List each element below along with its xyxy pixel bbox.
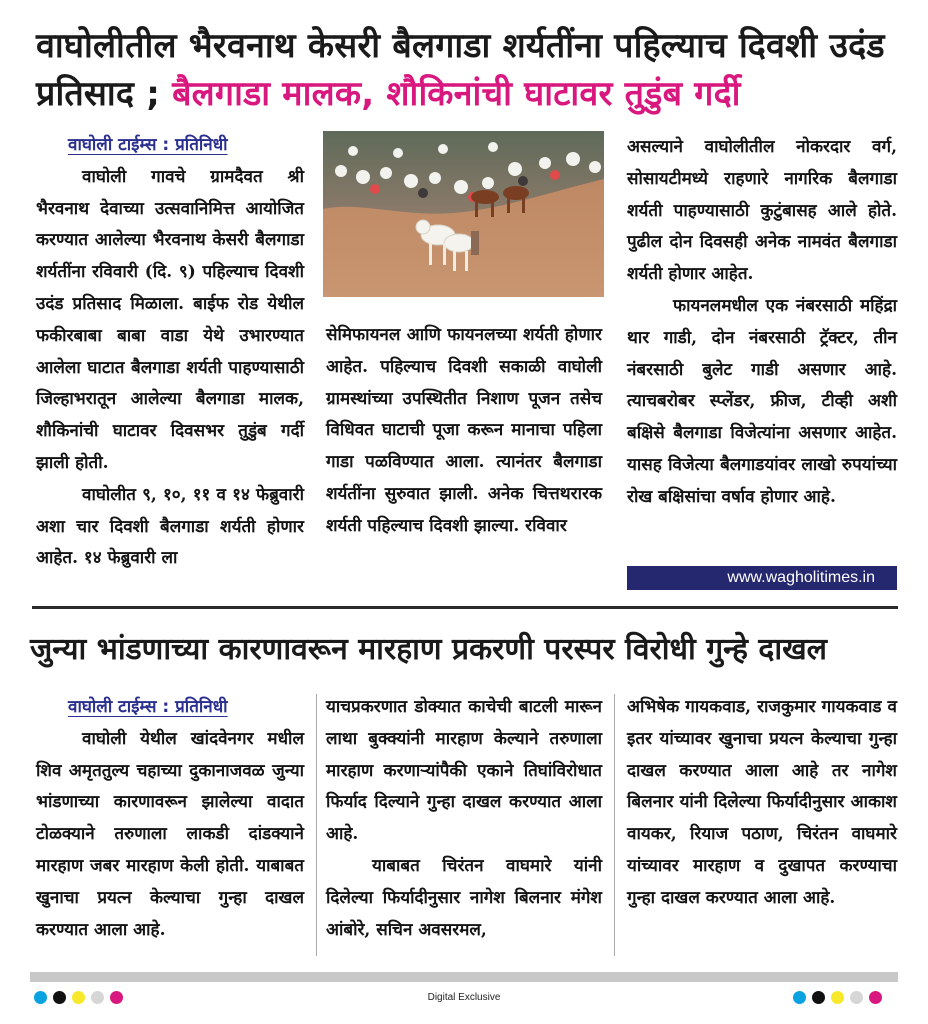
article-1-column-3 [627,132,897,514]
headline-main: वाघोलीतील भैरवनाथ केसरी बैलगाडा शर्यतींना पहिल्याच दिवशी उदंड प्रतिसाद ; [36,26,885,114]
article-2-paragraph-1: वाघोली येथील खांदवेनगर मधील शिव अमृततुल्य चहाच्या दुकानाजवळ जुन्या भांडणाच्या कारणावरून झालेल्या वादात टोळक्याने तरुणाला लाकडी दांडक्याने मारहाण जबर मारहाण केली होती. याबाबत खुनाचा प्रयत्न केल्याचा गुन्हा दाखल करण्यात आला आहे. [36,728,304,940]
headline-sub: बैलगाडा मालक, शौकिनांची घाटावर तुडुंब गर्दी [172,74,741,114]
article-1-paragraph-2: वाघोलीत ९, १०, ११ व १४ फेब्रुवारी अशा चार दिवशी बैलगाडा शर्यती होणार आहेत. १४ फेब्रुवारी ला [36,484,304,569]
gray-dot [850,991,863,1004]
color-registration-dots-right [793,991,882,1004]
footer-bar [30,972,898,982]
cyan-dot [793,991,806,1004]
black-dot [812,991,825,1004]
article-1-column-1 [36,130,304,575]
footer-label: Digital Exclusive [427,992,501,1003]
byline: वाघोली टाईम्स : प्रतिनिधी [68,135,228,155]
website-banner[interactable]: www.wagholitimes.in [627,566,897,590]
headline-article-1 [36,22,906,118]
headline-article-2: जुन्या भांडणाच्या कारणावरून मारहाण प्रकरणी परस्पर विरोधी गुन्हे दाखल [30,632,828,667]
article-1-paragraph-5: फायनलमधील एक नंबरसाठी महिंद्रा थार गाडी, दोन नंबरसाठी ट्रॅक्टर, तीन नंबरसाठी बुलेट गाडी असणार आहे. त्याचबरोबर स्प्लेंडर, फ्रीज, टीव्ही अशी बक्षिसे बैलगाडा विजेत्यांना असणार आहेत. यासह विजेत्या बैलगाडयांवर लाखो रुपयांच्या रोख बक्षिसांचा वर्षाव होणार आहे. [627,295,897,507]
section-divider [32,606,898,609]
yellow-dot [831,991,844,1004]
article-2-column-1 [36,692,304,946]
article-2-column-2 [326,692,602,946]
article-2-column-3 [627,692,897,915]
column-divider [316,694,317,956]
magenta-dot [869,991,882,1004]
article-1-paragraph-4: असल्याने वाघोलीतील नोकरदार वर्ग, सोसायटीमध्ये राहणारे नागरिक बैलगाडा शर्यती पाहण्यासाठी कुटुंबासह आले होते. पुढील दोन दिवसही अनेक नामवंत बैलगाडा शर्यती होणार आहेत. [627,137,897,285]
article-2-paragraph-4: अभिषेक गायकवाड, राजकुमार गायकवाड व इतर यांच्यावर खुनाचा प्रयत्न केल्याचा गुन्हा दाखल करण्यात आला आहे तर नागेश बिलनार यांनी दिलेल्या फिर्यादीनुसार आकाश वायकर, रियाज पठाण, चिरंतन वाघमारे यांच्यावर मारहाण व दुखापत करण्याचा गुन्हा दाखल करण्यात आला आहे. [627,697,897,908]
article-1-column-2 [326,320,602,543]
article-2-paragraph-2: याचप्रकरणात डोक्यात काचेची बाटली मारून लाथा बुक्क्यांनी मारहाण केल्याने तरुणाला मारहाण करणाऱ्यांपैकी एकाने तिघांविरोधात फिर्याद दिल्याने गुन्हा दाखल करण्यात आला आहे. [326,697,602,845]
article-1-paragraph-1: वाघोली गावचे ग्रामदैवत श्री भैरवनाथ देवाच्या उत्सवानिमित्त आयोजित करण्यात आलेल्या भैरवनाथ केसरी बैलगाडा शर्यतींना रविवारी (दि. ९) पहिल्याच दिवशी उदंड प्रतिसाद मिळाला. बाईफ रोड येथील फकीरबाबा बाबा वाडा येथे उभारण्यात आलेला घाटात बैलगाडा शर्यती पाहण्यासाठी जिल्हाभरातून आलेल्या बैलगाडा मालक, शौकिनांची घाटावर दिवसभर तुडुंब गर्दी झाली होती. [36,166,304,473]
article-1-paragraph-3: सेमिफायनल आणि फायनलच्या शर्यती होणार आहेत. पहिल्याच दिवशी सकाळी वाघोली ग्रामस्थांच्या उपस्थितीत निशाण पूजन तसेच विधिवत घाटाची पूजा करून मानाचा पहिला गाडा पळविण्यात आला. त्यानंतर बैलगाडा शर्यतींना सुरुवात झाली. अनेक चित्तथरारक शर्यती पहिल्याच दिवशी झाल्या. रविवार [326,325,602,536]
column-divider [614,694,615,956]
byline: वाघोली टाईम्स : प्रतिनिधी [68,697,228,717]
bullock-cart-race-photo [323,131,604,297]
article-2-paragraph-3: याबाबत चिरंतन वाघमारे यांनी दिलेल्या फिर्यादीनुसार नागेश बिलनार मंगेश आंबोरे, सचिन अवसरमल, [326,855,602,940]
